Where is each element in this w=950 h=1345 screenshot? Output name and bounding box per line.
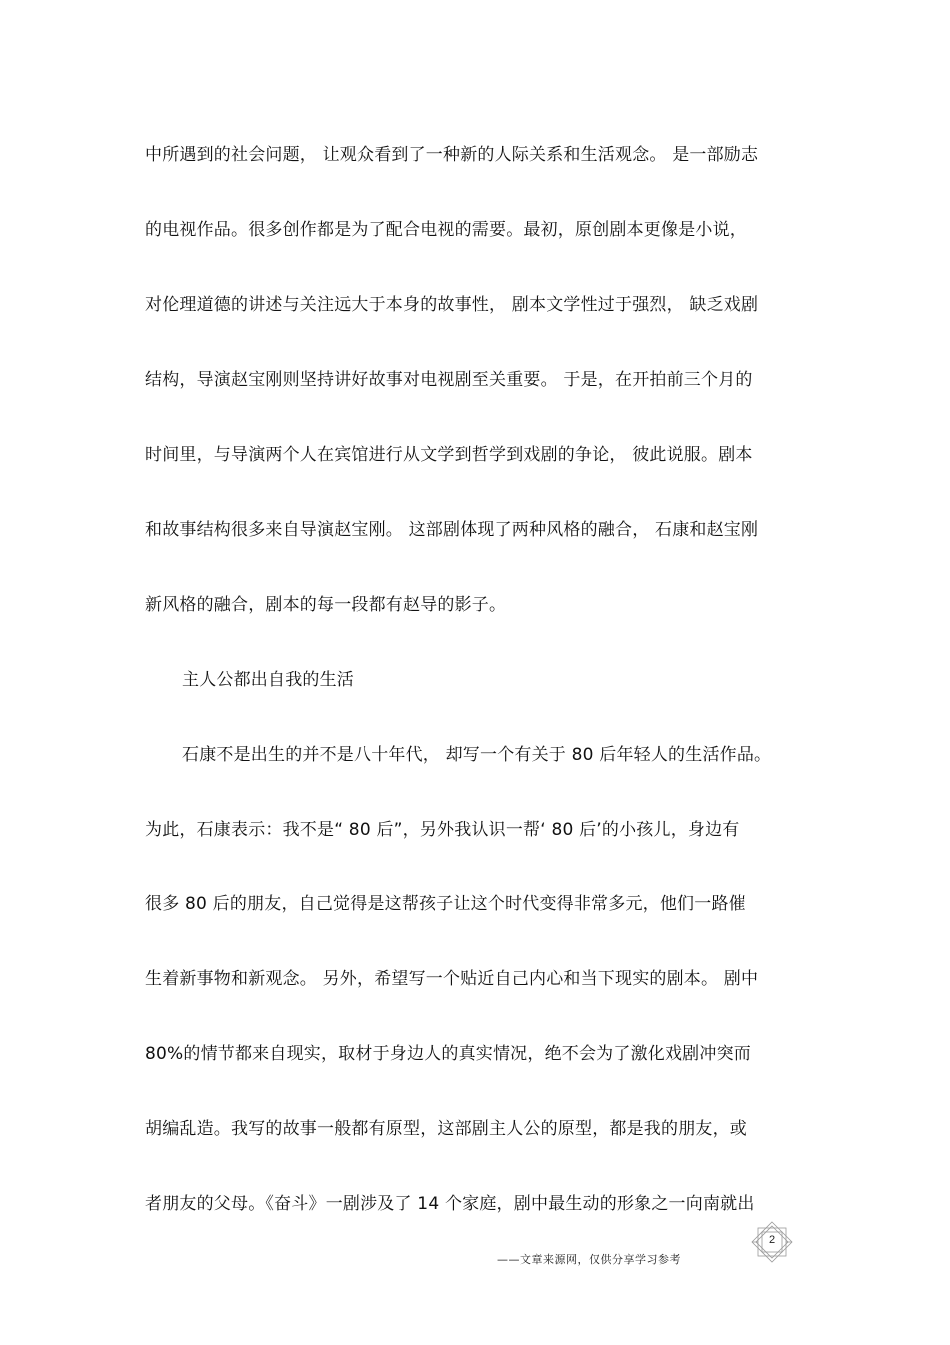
text-line-13: 80%的情节都来自现实，取材于身边人的真实情况，绝不会为了激化戏剧冲突而 [145,1044,751,1064]
section-heading: 主人公都出自我的生活 [182,670,354,690]
text-line-5: 时间里，与导演两个人在宾馆进行从文学到哲学到戏剧的争论， 彼此说服。剧本 [145,445,753,465]
text-line-4: 结构，导演赵宝刚则坚持讲好故事对电视剧至关重要。 于是，在开拍前三个月的 [145,370,753,390]
text-line-14: 胡编乱造。我写的故事一般都有原型，这部剧主人公的原型，都是我的朋友，或 [145,1119,747,1139]
text-line-9: 石康不是出生的并不是八十年代， 却写一个有关于 80 后年轻人的生活作品。 [182,745,772,765]
text-line-12: 生着新事物和新观念。 另外，希望写一个贴近自己内心和当下现实的剧本。 剧中 [145,969,759,989]
text-line-11: 很多 80 后的朋友，自己觉得是这帮孩子让这个时代变得非常多元，他们一路催 [145,894,746,914]
text-line-1: 中所遇到的社会问题， 让观众看到了一种新的人际关系和生活观念。 是一部励志 [145,145,759,165]
page-number: 2 [768,1234,776,1246]
text-line-7: 新风格的融合，剧本的每一段都有赵导的影子。 [145,595,507,615]
text-line-15: 者朋友的父母。《奋斗》一剧涉及了 14 个家庭，剧中最生动的形象之一向南就出 [145,1194,755,1214]
text-line-2: 的电视作品。很多创作都是为了配合电视的需要。最初，原创剧本更像是小说， [145,220,747,240]
text-line-3: 对伦理道德的讲述与关注远大于本身的故事性， 剧本文学性过于强烈， 缺乏戏剧 [145,295,759,315]
text-line-10: 为此，石康表示：我不是“ 80 后”，另外我认识一帮‘ 80 后’的小孩儿，身边有 [145,820,740,840]
page-number-badge [748,1220,796,1264]
footer-source-note: ——文章来源网，仅供分享学习参考 [497,1253,681,1266]
text-line-6: 和故事结构很多来自导演赵宝刚。 这部剧体现了两种风格的融合， 石康和赵宝刚 [145,520,759,540]
